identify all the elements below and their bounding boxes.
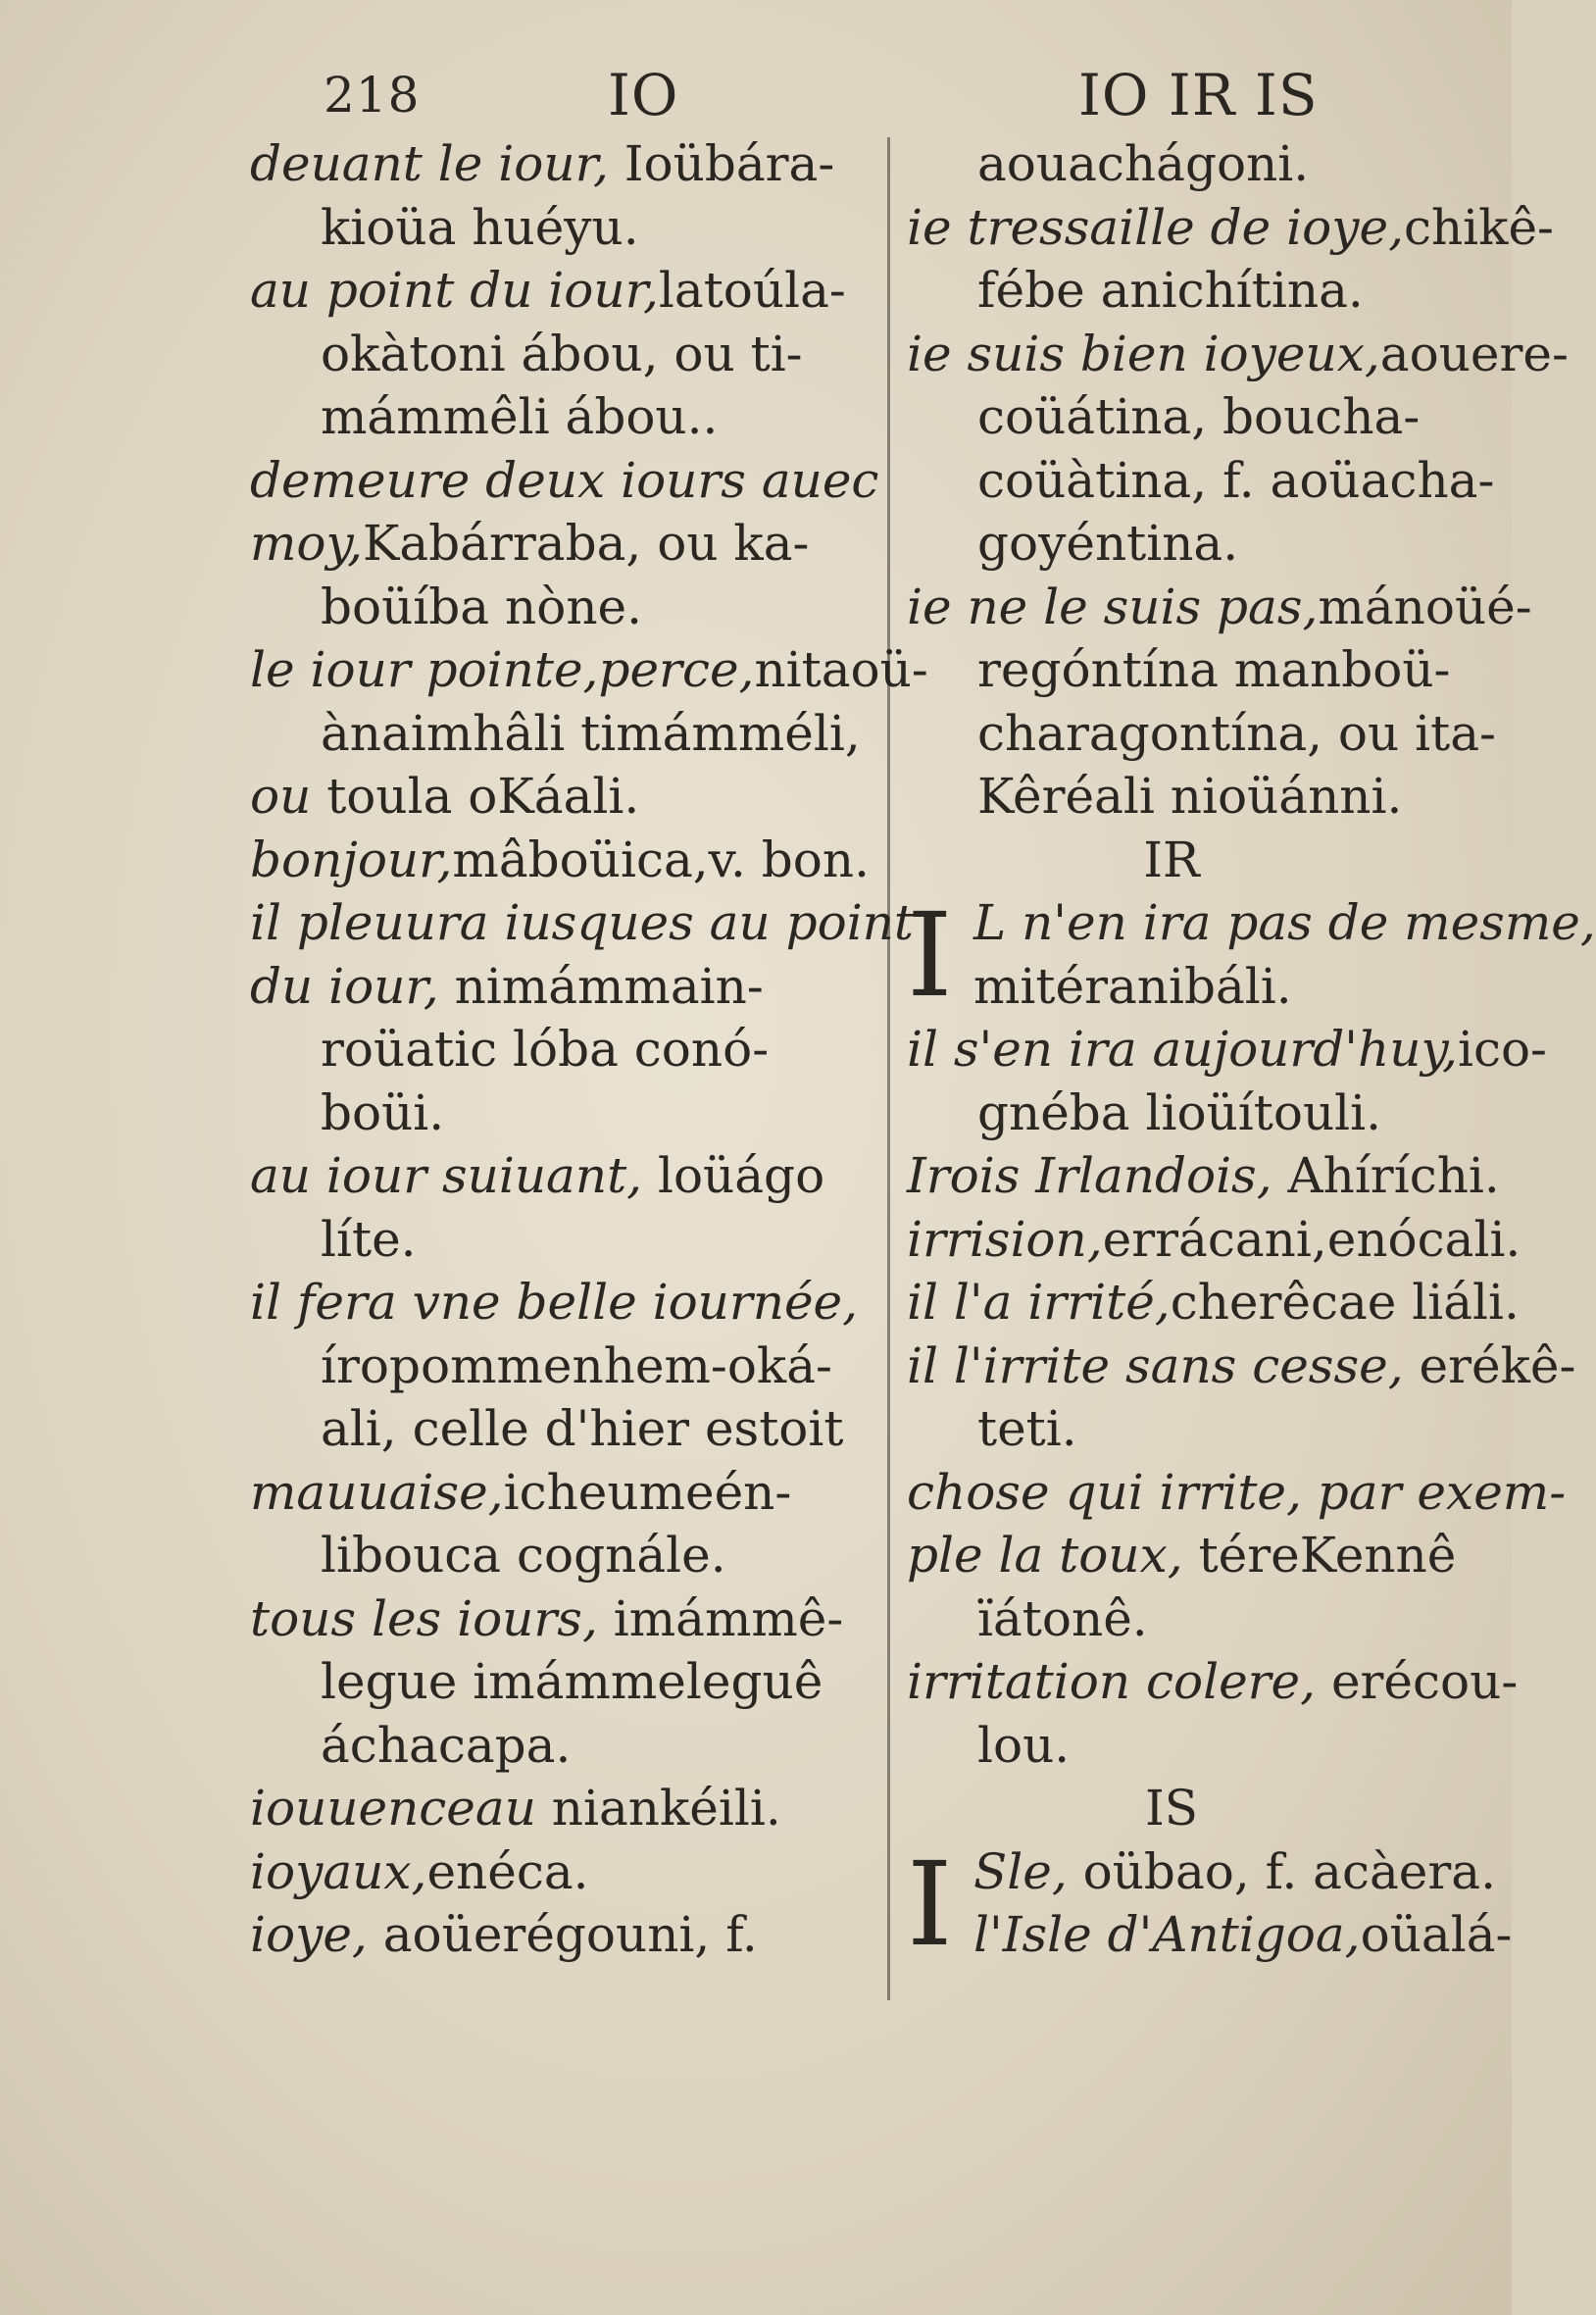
carib-term: gnéba lioüítouli. bbox=[977, 1083, 1382, 1141]
dictionary-line bbox=[250, 638, 928, 702]
dictionary-line bbox=[907, 1208, 1521, 1272]
carib-term: roüatic lóba conó- bbox=[321, 1021, 770, 1078]
dictionary-line bbox=[973, 891, 1596, 955]
right-column bbox=[907, 132, 1596, 1972]
dictionary-line bbox=[907, 638, 1456, 702]
dictionary-line bbox=[973, 1840, 1496, 1904]
dictionary-line bbox=[907, 259, 1456, 323]
carib-term: ali, celle d'hier estoit bbox=[321, 1400, 844, 1457]
dictionary-line bbox=[250, 955, 877, 1019]
carib-term: chikê- bbox=[1403, 198, 1554, 256]
dictionary-line bbox=[250, 1650, 877, 1714]
french-term: iouuenceau bbox=[250, 1780, 536, 1837]
dictionary-line bbox=[907, 1461, 1567, 1525]
french-term: il s'en ira aujourd'huy, bbox=[907, 1021, 1458, 1078]
entry-is-first bbox=[907, 1836, 1513, 1972]
french-term: ioye, bbox=[250, 1906, 368, 1963]
dictionary-line bbox=[907, 1144, 1500, 1208]
dictionary-line bbox=[250, 323, 877, 386]
carib-term: íropommenhem-oká- bbox=[321, 1336, 832, 1394]
carib-term: regóntína manboü- bbox=[977, 641, 1451, 698]
french-term: irrision, bbox=[907, 1210, 1103, 1268]
column-divider bbox=[887, 137, 890, 2000]
dictionary-line bbox=[973, 955, 1456, 1019]
carib-term: latoúla- bbox=[658, 262, 846, 319]
carib-term: Kabárraba, ou ka- bbox=[363, 515, 810, 572]
left-column-heading: IO bbox=[608, 62, 679, 128]
dictionary-line bbox=[250, 1524, 877, 1587]
drop-cap-ir: I bbox=[907, 887, 953, 1023]
carib-term: mámmêli ábou.. bbox=[321, 388, 719, 445]
carib-term: boüíba nòne. bbox=[321, 578, 643, 635]
dictionary-line bbox=[250, 1777, 877, 1840]
french-term: au point du iour, bbox=[250, 262, 659, 319]
carib-term: fébe anichítina. bbox=[977, 262, 1364, 319]
french-term: il pleuura iusques au point bbox=[250, 894, 914, 951]
is-drop-lines bbox=[973, 1840, 1513, 1967]
carib-term: boüi. bbox=[321, 1083, 445, 1141]
dictionary-line bbox=[907, 449, 1495, 513]
dictionary-line bbox=[250, 702, 877, 766]
carib-term: toula oKáali. bbox=[311, 768, 640, 825]
carib-term: aouere- bbox=[1379, 325, 1569, 382]
carib-term: lou. bbox=[977, 1716, 1071, 1774]
carib-term: Ahíríchi. bbox=[1272, 1147, 1500, 1204]
french-term: le iour pointe,perce, bbox=[250, 641, 755, 698]
dictionary-line bbox=[250, 1714, 877, 1778]
carib-term: téreKennê bbox=[1182, 1527, 1457, 1584]
dictionary-line bbox=[250, 1018, 877, 1082]
carib-term: cherêcae liáli. bbox=[1170, 1274, 1520, 1331]
carib-term: erécou- bbox=[1316, 1653, 1519, 1710]
dictionary-line bbox=[250, 891, 914, 955]
dictionary-line bbox=[250, 449, 877, 513]
french-term: demeure deux iours auec bbox=[250, 451, 879, 509]
carib-term: niankéili. bbox=[535, 1780, 781, 1837]
carib-term: mitéranibáli. bbox=[973, 957, 1292, 1015]
carib-term: nitaoü- bbox=[754, 641, 928, 698]
french-term: ie ne le suis pas, bbox=[907, 578, 1319, 635]
carib-term: charagontína, ou ita- bbox=[977, 704, 1496, 762]
carib-term: líte. bbox=[321, 1210, 417, 1268]
carib-term: nimámmain- bbox=[438, 957, 764, 1015]
french-term: Irois Irlandois, bbox=[907, 1147, 1272, 1204]
carib-term: oübao, f. acàera. bbox=[1067, 1842, 1496, 1900]
french-term: irritation colere, bbox=[907, 1653, 1317, 1710]
page-number: 218 bbox=[324, 67, 421, 124]
dictionary-line bbox=[250, 196, 877, 260]
french-term: L n'en ira pas de mesme, bbox=[973, 894, 1596, 951]
carib-term: coüàtina, f. aoüacha- bbox=[977, 451, 1495, 509]
french-term: l'Isle d'Antigoa, bbox=[973, 1906, 1361, 1963]
dictionary-line bbox=[250, 1271, 877, 1334]
french-term: au iour suiuant, bbox=[250, 1147, 643, 1204]
dictionary-line bbox=[250, 259, 877, 323]
carib-term: ànaimhâli timámméli, bbox=[321, 704, 861, 762]
french-term: ioyaux, bbox=[250, 1842, 427, 1900]
french-term: il fera vne belle iournée, bbox=[250, 1274, 859, 1331]
dictionary-line bbox=[907, 1524, 1456, 1587]
carib-term: loüágo bbox=[642, 1147, 825, 1204]
carib-term: aoüerégouni, f. bbox=[367, 1906, 758, 1963]
ir-entries bbox=[907, 1018, 1576, 1777]
dictionary-line bbox=[907, 323, 1569, 386]
carib-term: Kêréali nioüánni. bbox=[977, 768, 1403, 825]
dictionary-line bbox=[250, 1587, 877, 1651]
dictionary-line bbox=[907, 196, 1554, 260]
drop-cap-is: I bbox=[907, 1836, 953, 1972]
dictionary-line bbox=[250, 1334, 877, 1398]
dictionary-line bbox=[250, 1903, 877, 1967]
ir-drop-lines bbox=[973, 891, 1596, 1018]
carib-term: mâboüica,v. bon. bbox=[452, 830, 870, 888]
french-term: deuant le iour, bbox=[250, 135, 609, 192]
dictionary-line bbox=[973, 1903, 1513, 1967]
carib-term: Ioübára- bbox=[608, 135, 835, 192]
dictionary-line bbox=[250, 385, 877, 449]
dictionary-line bbox=[907, 512, 1456, 576]
french-term: tous les iours, bbox=[250, 1589, 598, 1647]
dictionary-line bbox=[250, 1397, 877, 1461]
carib-term: ico- bbox=[1457, 1021, 1547, 1078]
carib-term: erékê- bbox=[1403, 1336, 1576, 1394]
dictionary-line bbox=[907, 385, 1456, 449]
dictionary-line bbox=[907, 132, 1456, 196]
carib-term: legue imámmeleguê bbox=[321, 1653, 823, 1710]
carib-term: goyéntina. bbox=[977, 515, 1239, 572]
dictionary-line bbox=[907, 1271, 1520, 1334]
dictionary-line bbox=[250, 132, 877, 196]
french-term: bonjour, bbox=[250, 830, 453, 888]
dictionary-line bbox=[250, 1461, 877, 1525]
entry-ir-first bbox=[907, 887, 1596, 1023]
dictionary-line bbox=[907, 1714, 1456, 1778]
carib-term: teti. bbox=[977, 1400, 1077, 1457]
french-term: Sle, bbox=[973, 1842, 1068, 1900]
section-heading-is: IS bbox=[1144, 1780, 1198, 1837]
carib-term: icheumeén- bbox=[503, 1463, 792, 1521]
french-term: il l'a irrité, bbox=[907, 1274, 1171, 1331]
carib-term: mánoüé- bbox=[1318, 578, 1532, 635]
carib-term: oüalá- bbox=[1360, 1906, 1513, 1963]
french-term: mauuaise, bbox=[250, 1463, 504, 1521]
french-term: ple la toux, bbox=[907, 1527, 1183, 1584]
french-term: ie tressaille de ioye, bbox=[907, 198, 1404, 256]
dictionary-line bbox=[250, 1144, 877, 1208]
dictionary-line bbox=[907, 1587, 1456, 1651]
dictionary-line bbox=[250, 765, 877, 829]
french-term: chose qui irrite, par exem- bbox=[907, 1463, 1567, 1521]
dictionary-line bbox=[907, 765, 1456, 829]
dictionary-line bbox=[907, 1082, 1456, 1145]
right-column-heading: IO IR IS bbox=[1078, 62, 1319, 128]
french-term: ie suis bien ioyeux, bbox=[907, 325, 1380, 382]
dictionary-line bbox=[907, 702, 1496, 766]
carib-term: okàtoni ábou, ou ti- bbox=[321, 325, 803, 382]
carib-term: errácani,enócali. bbox=[1102, 1210, 1521, 1268]
carib-term: libouca cognále. bbox=[321, 1527, 726, 1584]
running-header bbox=[324, 61, 1382, 129]
carib-term: kioüa huéyu. bbox=[321, 198, 639, 256]
french-term: du iour, bbox=[250, 957, 439, 1015]
dictionary-line bbox=[907, 1334, 1576, 1398]
dictionary-line bbox=[250, 829, 877, 892]
carib-term: imámmê- bbox=[597, 1589, 844, 1647]
section-heading-ir: IR bbox=[1143, 830, 1200, 888]
dictionary-line bbox=[907, 1397, 1456, 1461]
dictionary-line bbox=[250, 576, 877, 639]
carib-term: áchacapa. bbox=[321, 1716, 572, 1774]
carib-term: coüátina, boucha- bbox=[977, 388, 1421, 445]
dictionary-line bbox=[907, 1650, 1519, 1714]
french-term: ou bbox=[250, 768, 312, 825]
dictionary-line bbox=[250, 1208, 877, 1272]
dictionary-line bbox=[907, 1018, 1547, 1082]
carib-term: enéca. bbox=[426, 1842, 589, 1900]
dictionary-line bbox=[250, 1082, 877, 1145]
french-term: moy, bbox=[250, 515, 364, 572]
french-term: il l'irrite sans cesse, bbox=[907, 1336, 1404, 1394]
dictionary-line bbox=[250, 512, 877, 576]
dictionary-line bbox=[250, 1840, 877, 1904]
dictionary-line bbox=[907, 576, 1532, 639]
left-column bbox=[250, 132, 928, 1967]
right-column-entries bbox=[907, 132, 1569, 829]
carib-term: ïátonê. bbox=[977, 1589, 1148, 1647]
carib-term: aouachágoni. bbox=[977, 135, 1310, 192]
